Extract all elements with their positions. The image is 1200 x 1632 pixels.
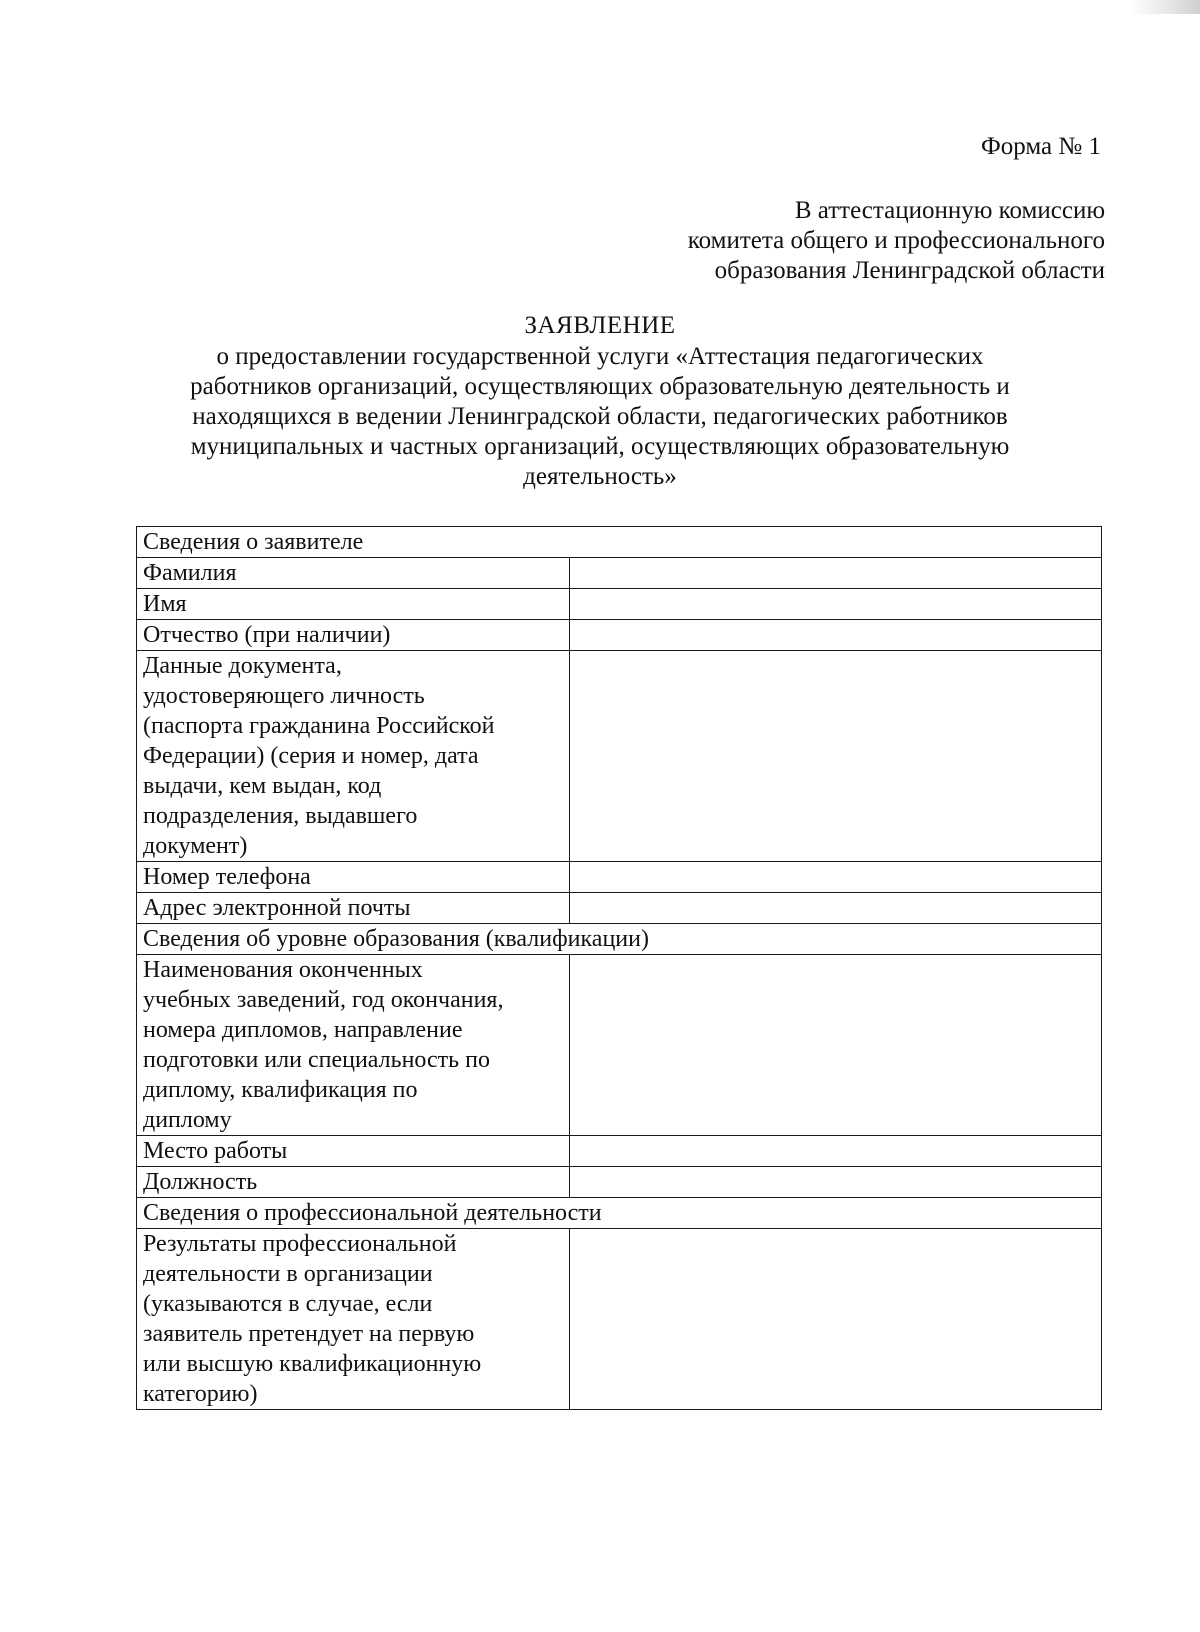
field-label-workplace: Место работы — [137, 1136, 570, 1167]
section-header-row — [137, 527, 1102, 558]
table-row — [137, 1136, 1102, 1167]
table-row — [137, 1167, 1102, 1198]
field-value-first-name[interactable] — [570, 589, 1102, 620]
field-label-phone: Номер телефона — [137, 862, 570, 893]
field-label-patronymic: Отчество (при наличии) — [137, 620, 570, 651]
field-label-education: Наименования оконченных учебных заведений, год окончания, номера дипломов, направление подготовки или специальность по диплому, квалификация по диплому — [137, 955, 570, 1136]
subtitle-line: о предоставлении государственной услуги «Аттестация педагогических — [216, 343, 984, 370]
form-number: Форма № 1 — [981, 133, 1101, 160]
field-label-position: Должность — [137, 1167, 570, 1198]
addressee-block — [585, 196, 1105, 286]
field-value-phone[interactable] — [570, 862, 1102, 893]
field-label-email: Адрес электронной почты — [137, 893, 570, 924]
table-row — [137, 558, 1102, 589]
subtitle-line: находящихся в ведении Ленинградской области, педагогических работников — [192, 403, 1008, 430]
field-label-surname: Фамилия — [137, 558, 570, 589]
section-header-row — [137, 924, 1102, 955]
table-row — [137, 862, 1102, 893]
field-value-professional-results[interactable] — [570, 1229, 1102, 1410]
table-row — [137, 955, 1102, 1136]
section-applicant-title: Сведения о заявителе — [137, 527, 1102, 558]
field-label-identity-document: Данные документа, удостоверяющего личность (паспорта гражданина Российской Федерации) (серия и номер, дата выдачи, кем выдан, код подразделения, выдавшего документ) — [137, 651, 570, 862]
field-label-professional-results: Результаты профессиональной деятельности в организации (указываются в случае, если заявитель претендует на первую или высшую квалификационную категорию) — [137, 1229, 570, 1410]
field-value-surname[interactable] — [570, 558, 1102, 589]
table-row — [137, 1229, 1102, 1410]
field-label-first-name: Имя — [137, 589, 570, 620]
table-row — [137, 620, 1102, 651]
table-row — [137, 893, 1102, 924]
addressee-line: комитета общего и профессионального — [687, 227, 1105, 254]
table-row — [137, 589, 1102, 620]
field-value-email[interactable] — [570, 893, 1102, 924]
section-professional-title: Сведения о профессиональной деятельности — [137, 1198, 1102, 1229]
table-row — [137, 651, 1102, 862]
field-value-position[interactable] — [570, 1167, 1102, 1198]
field-value-patronymic[interactable] — [570, 620, 1102, 651]
subtitle-line: муниципальных и частных организаций, осуществляющих образовательную — [190, 433, 1010, 460]
field-value-education[interactable] — [570, 955, 1102, 1136]
field-value-workplace[interactable] — [570, 1136, 1102, 1167]
addressee-line: образования Ленинградской области — [714, 257, 1105, 284]
document-title: ЗАЯВЛЕНИЕ — [524, 312, 676, 339]
subtitle-line: работников организаций, осуществляющих образовательную деятельность и — [190, 373, 1010, 400]
section-header-row — [137, 1198, 1102, 1229]
scan-artifact — [1130, 0, 1200, 14]
subtitle-line: деятельность» — [523, 463, 677, 490]
section-education-title: Сведения об уровне образования (квалификации) — [137, 924, 1102, 955]
document-subtitle — [150, 342, 1050, 492]
addressee-line: В аттестационную комиссию — [794, 197, 1105, 224]
application-form-table — [136, 526, 1102, 1410]
field-value-identity-document[interactable] — [570, 651, 1102, 862]
